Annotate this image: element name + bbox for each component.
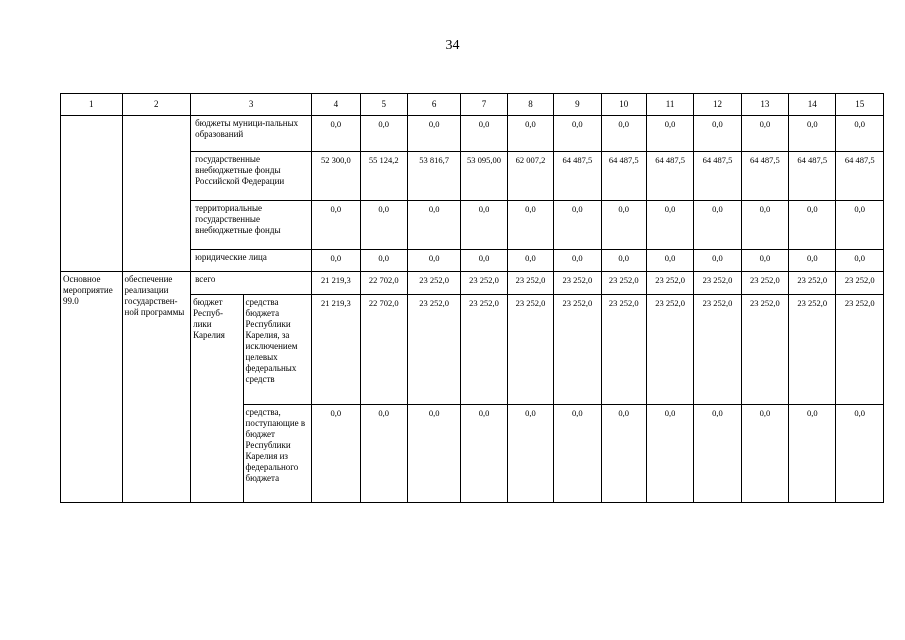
value-cell: 0,0 [407, 201, 460, 250]
value-cell: 0,0 [836, 201, 884, 250]
value-cell: 0,0 [646, 201, 693, 250]
value-cell: 0,0 [461, 201, 507, 250]
value-cell: 0,0 [741, 250, 788, 272]
value-cell: 64 487,5 [646, 152, 693, 201]
value-cell: 0,0 [601, 116, 646, 152]
value-cell: 64 487,5 [554, 152, 601, 201]
value-cell: 64 487,5 [741, 152, 788, 201]
value-cell: 0,0 [789, 116, 836, 152]
budget-label: бюджет Респуб-лики Карелия [191, 295, 243, 503]
value-cell: 0,0 [789, 201, 836, 250]
value-cell: 0,0 [312, 405, 360, 503]
value-cell: 0,0 [554, 201, 601, 250]
row-label: юридические лица [191, 250, 312, 272]
header-cell: 1 [61, 94, 123, 116]
value-cell: 0,0 [554, 405, 601, 503]
table-row [61, 116, 884, 152]
value-cell: 0,0 [461, 405, 507, 503]
value-cell: 23 252,0 [507, 272, 553, 295]
value-cell: 0,0 [601, 250, 646, 272]
value-cell: 23 252,0 [507, 295, 553, 405]
value-cell: 23 252,0 [741, 272, 788, 295]
value-cell: 0,0 [461, 250, 507, 272]
value-cell: 23 252,0 [789, 272, 836, 295]
value-cell: 0,0 [601, 201, 646, 250]
row-label: бюджеты муници-пальных образований [191, 116, 312, 152]
value-cell: 23 252,0 [461, 295, 507, 405]
value-cell: 0,0 [554, 116, 601, 152]
value-cell: 0,0 [407, 250, 460, 272]
value-cell: 53 095,00 [461, 152, 507, 201]
table-row [61, 272, 884, 295]
header-cell: 6 [407, 94, 460, 116]
value-cell: 55 124,2 [360, 152, 407, 201]
value-cell: 23 252,0 [836, 272, 884, 295]
event-name: Основное мероприятие 99.0 [61, 272, 123, 503]
value-cell: 23 252,0 [407, 272, 460, 295]
header-cell: 15 [836, 94, 884, 116]
header-cell: 4 [312, 94, 360, 116]
value-cell: 21 219,3 [312, 272, 360, 295]
row-label: государственные внебюджетные фонды Российской Федерации [191, 152, 312, 201]
value-cell: 0,0 [360, 116, 407, 152]
value-cell: 23 252,0 [461, 272, 507, 295]
value-cell: 0,0 [646, 116, 693, 152]
value-cell: 23 252,0 [836, 295, 884, 405]
value-cell: 52 300,0 [312, 152, 360, 201]
value-cell: 0,0 [646, 250, 693, 272]
value-cell: 22 702,0 [360, 295, 407, 405]
value-cell: 0,0 [507, 405, 553, 503]
header-cell: 3 [191, 94, 312, 116]
value-cell: 0,0 [507, 250, 553, 272]
value-cell: 0,0 [694, 201, 741, 250]
value-cell: 23 252,0 [741, 295, 788, 405]
value-cell: 0,0 [312, 250, 360, 272]
value-cell: 23 252,0 [601, 272, 646, 295]
event-title: обеспечение реализации государствен-ной программы [122, 272, 191, 503]
value-cell: 21 219,3 [312, 295, 360, 405]
header-cell: 7 [461, 94, 507, 116]
total-label: всего [191, 272, 312, 295]
value-cell: 23 252,0 [694, 272, 741, 295]
value-cell: 0,0 [360, 250, 407, 272]
empty-cell [61, 116, 123, 272]
row-label: средства бюджета Республики Карелия, за исключением целевых федеральных средств [243, 295, 312, 405]
value-cell: 23 252,0 [646, 272, 693, 295]
value-cell: 23 252,0 [554, 272, 601, 295]
value-cell: 0,0 [741, 405, 788, 503]
value-cell: 22 702,0 [360, 272, 407, 295]
value-cell: 0,0 [601, 405, 646, 503]
row-label: средства, поступающие в бюджет Республики Карелия из федерального бюджета [243, 405, 312, 503]
value-cell: 0,0 [360, 405, 407, 503]
value-cell: 0,0 [461, 116, 507, 152]
page-number: 34 [445, 38, 460, 53]
value-cell: 0,0 [507, 116, 553, 152]
header-cell: 5 [360, 94, 407, 116]
value-cell: 0,0 [694, 250, 741, 272]
value-cell: 64 487,5 [836, 152, 884, 201]
value-cell: 0,0 [360, 201, 407, 250]
value-cell: 0,0 [789, 405, 836, 503]
value-cell: 0,0 [554, 250, 601, 272]
value-cell: 0,0 [507, 201, 553, 250]
empty-cell [122, 116, 191, 272]
value-cell: 23 252,0 [789, 295, 836, 405]
value-cell: 64 487,5 [694, 152, 741, 201]
value-cell: 0,0 [694, 405, 741, 503]
value-cell: 23 252,0 [646, 295, 693, 405]
budget-table [60, 93, 884, 503]
value-cell: 0,0 [836, 116, 884, 152]
value-cell: 0,0 [836, 405, 884, 503]
value-cell: 0,0 [407, 116, 460, 152]
value-cell: 0,0 [694, 116, 741, 152]
value-cell: 64 487,5 [601, 152, 646, 201]
value-cell: 23 252,0 [694, 295, 741, 405]
value-cell: 64 487,5 [789, 152, 836, 201]
value-cell: 0,0 [646, 405, 693, 503]
value-cell: 0,0 [741, 201, 788, 250]
value-cell: 0,0 [789, 250, 836, 272]
value-cell: 23 252,0 [554, 295, 601, 405]
value-cell: 23 252,0 [407, 295, 460, 405]
value-cell: 0,0 [741, 116, 788, 152]
value-cell: 0,0 [312, 201, 360, 250]
header-row [61, 94, 884, 116]
value-cell: 62 007,2 [507, 152, 553, 201]
row-label: территориальные государственные внебюджетные фонды [191, 201, 312, 250]
header-cell: 2 [122, 94, 191, 116]
header-cell: 12 [694, 94, 741, 116]
header-cell: 10 [601, 94, 646, 116]
value-cell: 0,0 [312, 116, 360, 152]
header-cell: 13 [741, 94, 788, 116]
value-cell: 0,0 [407, 405, 460, 503]
value-cell: 53 816,7 [407, 152, 460, 201]
header-cell: 9 [554, 94, 601, 116]
header-cell: 8 [507, 94, 553, 116]
value-cell: 0,0 [836, 250, 884, 272]
header-cell: 11 [646, 94, 693, 116]
value-cell: 23 252,0 [601, 295, 646, 405]
header-cell: 14 [789, 94, 836, 116]
